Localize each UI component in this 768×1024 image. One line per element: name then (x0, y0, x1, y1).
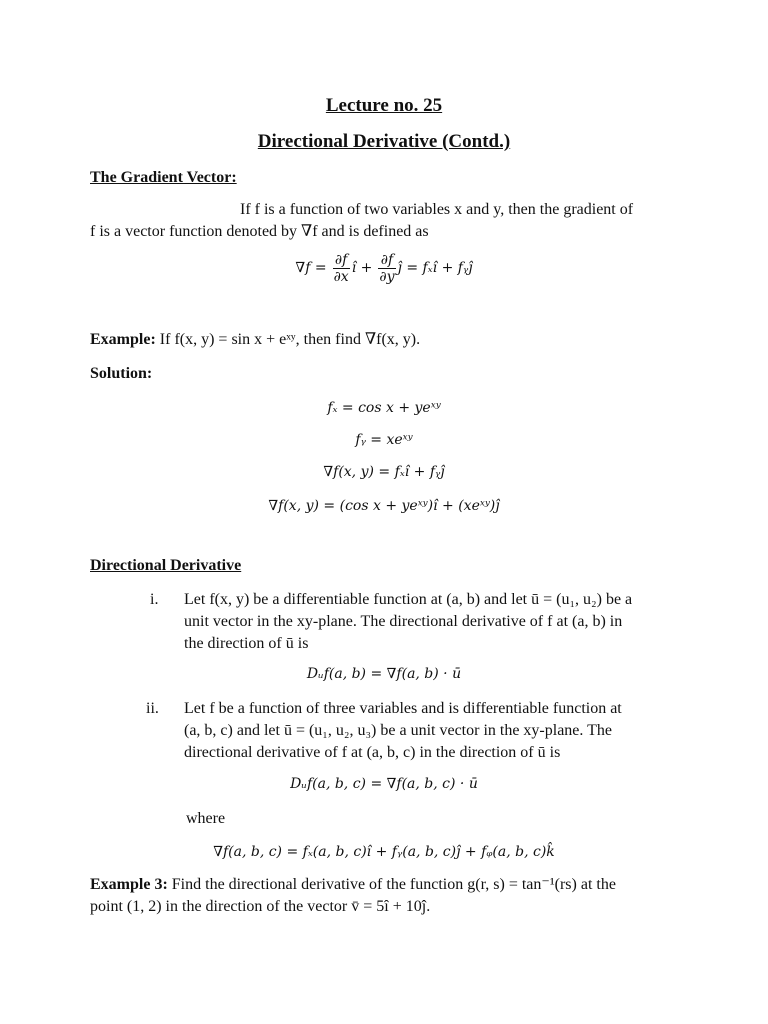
frac2-numerator: ∂f (378, 252, 395, 269)
gradient-formula-rhs: ĵ = fₓî + fᵧĵ (397, 260, 473, 277)
example3-text1: Find the directional derivative of the function g(r, s) = tan⁻¹(rs) at the (171, 876, 616, 893)
item2-line3: directional derivative of f at (a, b, c) in the direction of ū is (184, 744, 561, 761)
item1-formula: Dᵤf(a, b) = ∇f(a, b) · ū (306, 666, 462, 682)
frac1-numerator: ∂f (333, 252, 350, 269)
example3-label: Example 3: (90, 876, 168, 893)
gradient-formula (0, 252, 768, 285)
where-label: where (186, 810, 226, 827)
gradient-formula-lhs: ∇f = (295, 260, 327, 277)
i-hat-plus: î + (351, 260, 373, 277)
solution-eq3: ∇f(x, y) = fₓî + fᵧĵ (323, 464, 445, 480)
item1-number: i. (150, 591, 159, 608)
solution-label: Solution: (90, 365, 153, 382)
item1-line2: unit vector in the xy-plane. The directional derivative of f at (a, b) in (184, 613, 623, 630)
example1-label: Example: (90, 331, 156, 348)
fraction-df-dy (378, 252, 395, 285)
solution-eq1: fₓ = cos x + yeˣʸ (327, 400, 441, 416)
item1-line1: Let f(x, y) be a differentiable function at (a, b) and let ū = (u₁, u₂) be a (184, 591, 633, 608)
frac2-denominator: ∂y (379, 269, 395, 285)
item2-number: ii. (146, 700, 159, 717)
item1-line3: the direction of ū is (184, 635, 309, 652)
example3-line2: point (1, 2) in the direction of the vector v̄ = 5î + 10ĵ. (90, 898, 431, 915)
gradient-line1: If f is a function of two variables x and y, then the gradient of (240, 201, 634, 218)
example3-line1 (90, 875, 616, 895)
gradient-heading: The Gradient Vector: (90, 169, 237, 186)
topic-title: Directional Derivative (Contd.) (257, 131, 511, 152)
item2-line2: (a, b, c) and let ū = (u₁, u₂, u₃) be a unit vector in the xy-plane. The (184, 722, 612, 739)
frac1-denominator: ∂x (333, 269, 349, 285)
example1-line (90, 330, 420, 350)
directional-heading: Directional Derivative (90, 557, 242, 574)
lecture-title: Lecture no. 25 (325, 95, 443, 116)
example1-text: If f(x, y) = sin x + eˣʸ, then find ∇f(x, y). (159, 331, 421, 348)
fraction-df-dx (333, 252, 350, 285)
solution-eq2: fᵧ = xeˣʸ (355, 432, 413, 448)
solution-eq4: ∇f(x, y) = (cos x + yeˣʸ)î + (xeˣʸ)ĵ (268, 498, 500, 514)
item2-line1: Let f be a function of three variables and is differentiable function at (184, 700, 622, 717)
where-formula: ∇f(a, b, c) = fₓ(a, b, c)î + fᵧ(a, b, c)ĵ + fᵩ(a, b, c)k̂ (213, 844, 555, 860)
item2-formula: Dᵤf(a, b, c) = ∇f(a, b, c) · ū (290, 776, 478, 792)
gradient-line2: f is a vector function denoted by ∇f and is defined as (90, 223, 429, 240)
